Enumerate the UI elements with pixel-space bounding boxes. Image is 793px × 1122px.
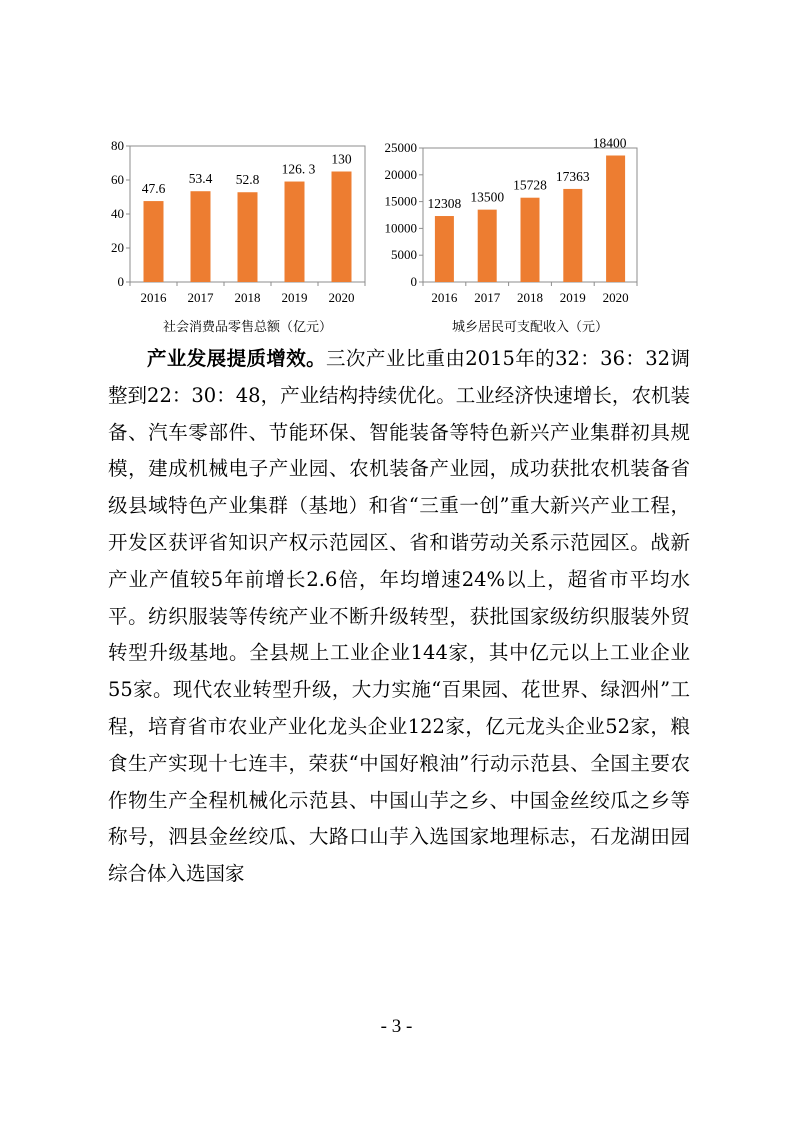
x-tick-label: 2018 [517,290,543,305]
bar [521,198,540,282]
data-label: 53.4 [188,171,213,187]
x-tick-label: 2017 [474,290,501,305]
bar [238,192,258,282]
y-tick-label: 5000 [391,247,417,263]
x-tick-label: 2020 [328,290,355,305]
retail-sales-chart [100,138,370,338]
bar [144,201,164,282]
x-tick-label: 2019 [281,290,308,305]
y-tick-label: 15000 [384,193,417,209]
paragraph-lead: 产业发展提质增效。 [147,347,327,370]
x-tick-label: 2016 [431,290,458,305]
bar [606,156,625,282]
y-tick-label: 40 [111,206,124,221]
paragraph-text: 三次产业比重由2015年的32：36：32调整到22：30：48，产业结构持续优化。工业经济快速增长，农机装备、汽车零部件、节能环保、智能装备等特色新兴产业集群初具规模，建成机械电子产业园、农机装备产业园，成功获批农机装备省级县域特色产业集群（基地）和省“三重一创”重大新兴产业工程，开发区获评省知识产权示范园区、省和谐劳动关系示范园区。战新产业产值较5年前增长2.6倍，年均增速24%以上，超省市平均水平。纺织服装等传统产业不断升级转型，获批国家级纺织服装外贸转型升级基地。全县规上工业企业144家，其中亿元以上工业企业55家。现代农业转型升级，大力实施“百果园、花世界、绿泗州”工程，培育省市农业产业化龙头企业122家，亿元龙头企业52家，粮食生产实现十七连丰，荣获“中国好粮油”行动示范县、全国主要农作物生产全程机械化示范县、中国山芋之乡、中国金丝绞瓜之乡等称号，泗县金丝绞瓜、大路口山芋入选国家地理标志，石龙湖田园综合体入选国家 [108,347,690,886]
income-bar-chart [372,135,672,338]
y-tick-label: 60 [111,172,124,187]
y-tick-label: 80 [111,138,124,153]
bar [563,189,582,282]
x-tick-label: 2016 [140,290,167,305]
x-tick-label: 2017 [187,290,214,305]
bar [285,182,305,282]
x-tick-label: 2019 [559,290,586,305]
y-tick-label: 10000 [384,220,417,236]
y-tick-label: 25000 [384,140,417,155]
y-tick-label: 0 [410,274,417,289]
x-tick-label: 2020 [602,290,629,305]
page-number: - 3 - [380,1016,413,1037]
bar [332,172,352,283]
data-label: 47.6 [141,181,166,197]
body-text [108,341,690,893]
data-label: 52.8 [235,172,260,188]
data-label: 17363 [555,168,590,184]
data-label: 12308 [427,196,462,212]
axis-caption: 城乡居民可支配收入（元） [451,320,609,335]
retail-sales-bar-chart [100,138,370,338]
axis-caption: 社会消费品零售总额（亿元） [162,320,333,335]
income-chart [372,135,672,338]
data-label: 15728 [513,177,547,193]
data-label: 126. 3 [281,161,316,177]
y-tick-label: 0 [117,274,124,289]
data-label: 13500 [470,189,505,205]
bar [435,216,454,282]
bar [478,210,497,282]
data-label: 130 [331,151,352,167]
y-tick-label: 20000 [384,166,417,182]
y-tick-label: 20 [111,240,124,255]
data-label: 18400 [592,135,627,151]
x-tick-label: 2018 [234,290,261,305]
bar [191,191,211,282]
body-paragraph [108,341,690,893]
